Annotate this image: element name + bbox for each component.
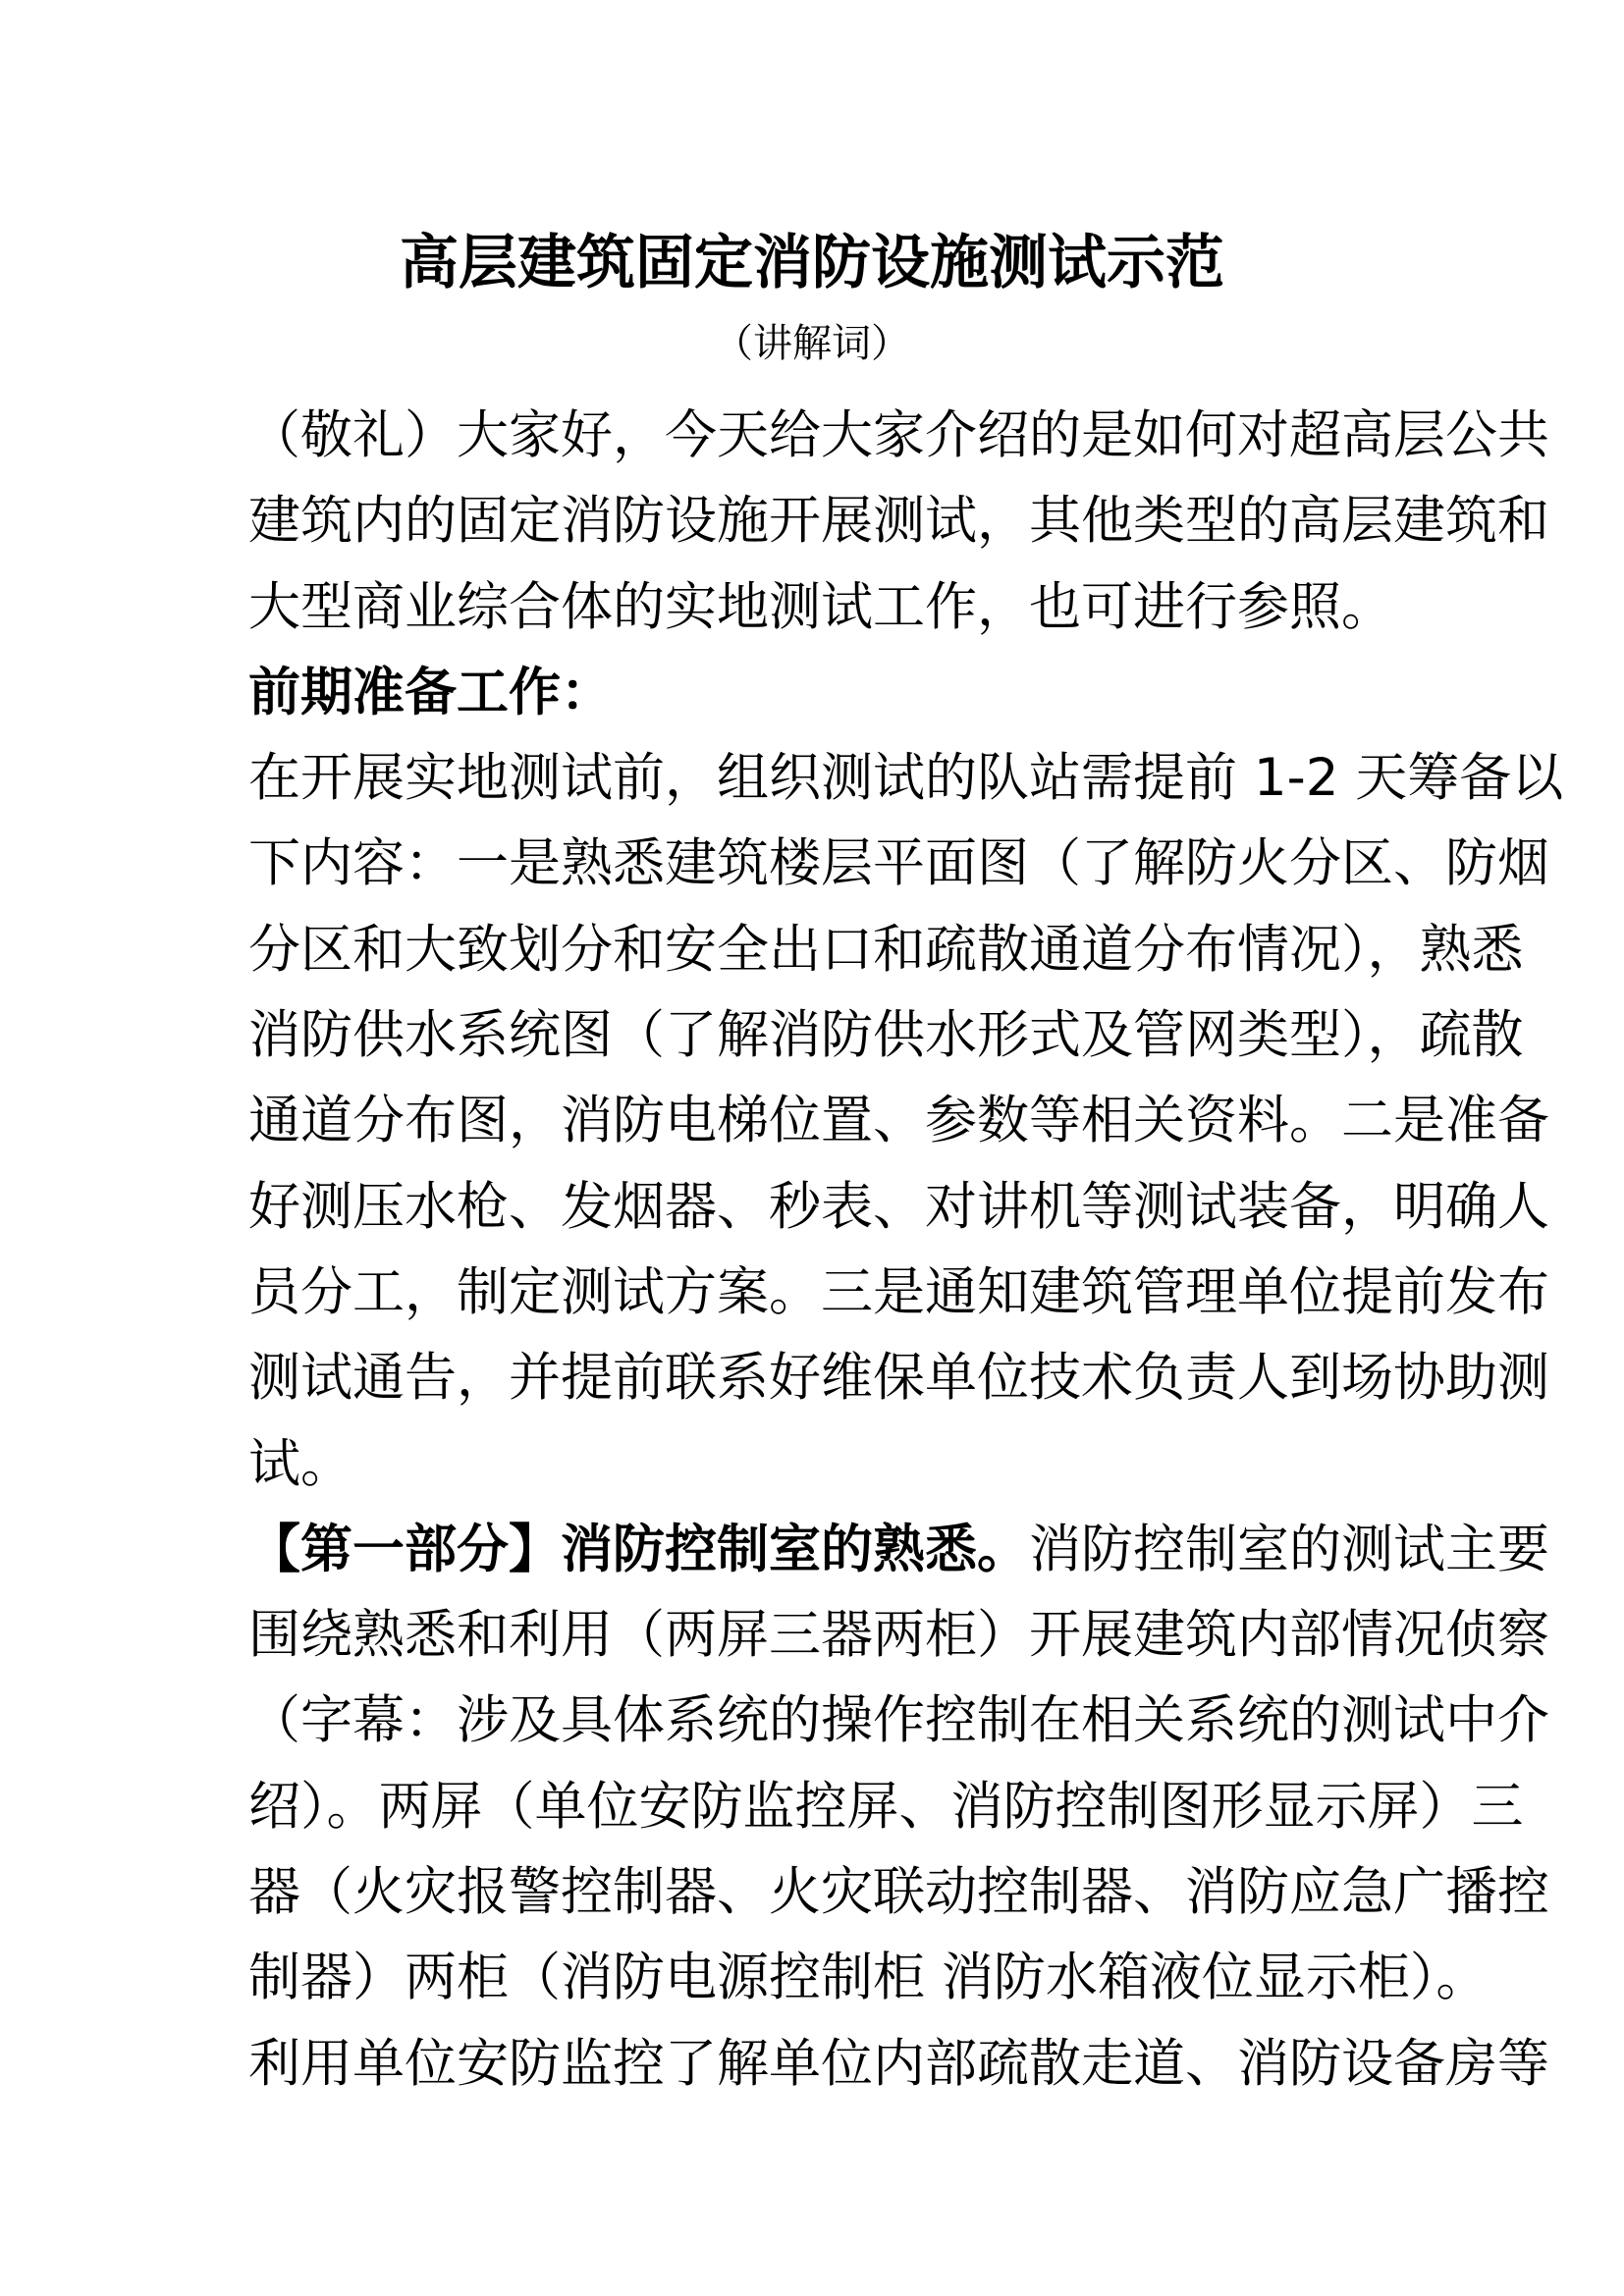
document-body [248, 393, 1564, 2107]
body-text: （字幕：涉及具体系统的操作控制在相关系统的测试中介 [248, 1690, 1549, 1751]
body-text: 围绕熟悉和利用（两屏三器两柜）开展建筑内部情况侦察 [248, 1605, 1549, 1666]
text-line [248, 2021, 1549, 2107]
text-line [248, 564, 1393, 650]
body-text: （敬礼）大家好，今天给大家介绍的是如何对超高层公共 [248, 405, 1549, 465]
body-text: 绍）。两屏（单位安防监控屏、消防控制图形显示屏）三 [248, 1776, 1524, 1837]
text-line [248, 1935, 1489, 2020]
text-line [248, 650, 1348, 735]
text-line [248, 1421, 1348, 1507]
text-line [248, 821, 1549, 906]
body-text: 好测压水枪、发烟器、秒表、对讲机等测试装备，明确人 [248, 1176, 1549, 1237]
body-text: 测试通告，并提前联系好维保单位技术负责人到场协助测 [248, 1348, 1549, 1409]
body-text: 大型商业综合体的实地测试工作，也可进行参照。 [248, 576, 1393, 637]
body-text: 消防控制室的测试主要 [1029, 1519, 1549, 1579]
document-subtitle: （讲解词） [714, 321, 910, 366]
body-text: 消防供水系统图（了解消防供水形式及管网类型），疏散 [248, 1005, 1524, 1066]
text-line [248, 393, 1549, 478]
body-text: 利用单位安防监控了解单位内部疏散走道、消防设备房等 [248, 2033, 1549, 2094]
bold-heading-text: 【第一部分】消防控制室的熟悉。 [248, 1519, 1029, 1579]
text-line [248, 1592, 1549, 1678]
document-title: 高层建筑固定消防设施测试示范 [400, 229, 1224, 297]
text-line [248, 1335, 1549, 1420]
text-line [248, 1678, 1549, 1763]
bold-heading-text: 前期准备工作： [248, 662, 613, 722]
text-line [248, 1507, 1549, 1592]
body-text: 试。 [248, 1433, 352, 1494]
body-text: 器（火灾报警控制器、火灾联动控制器、消防应急广播控 [248, 1862, 1549, 1923]
body-text: 员分工，制定测试方案。三是通知建筑管理单位提前发布 [248, 1261, 1549, 1322]
text-line [248, 1078, 1549, 1163]
body-text: 下内容：一是熟悉建筑楼层平面图（了解防火分区、防烟 [248, 833, 1549, 894]
text-line [248, 1250, 1549, 1335]
body-text: 在开展实地测试前，组织测试的队站需提前 1-2 天筹备以 [248, 748, 1564, 809]
text-line [248, 1764, 1524, 1849]
body-text: 建筑内的固定消防设施开展测试，其他类型的高层建筑和 [248, 491, 1549, 552]
body-text: 制器）两柜（消防电源控制柜 消防水箱液位显示柜）。 [248, 1948, 1489, 2008]
text-line [248, 992, 1524, 1078]
text-line [248, 907, 1524, 992]
body-text: 分区和大致划分和安全出口和疏散通道分布情况），熟悉 [248, 919, 1524, 980]
text-line [248, 1849, 1549, 1935]
text-line [248, 478, 1549, 563]
body-text: 通道分布图，消防电梯位置、参数等相关资料。二是准备 [248, 1091, 1549, 1151]
text-line [248, 735, 1564, 821]
text-line [248, 1164, 1549, 1250]
